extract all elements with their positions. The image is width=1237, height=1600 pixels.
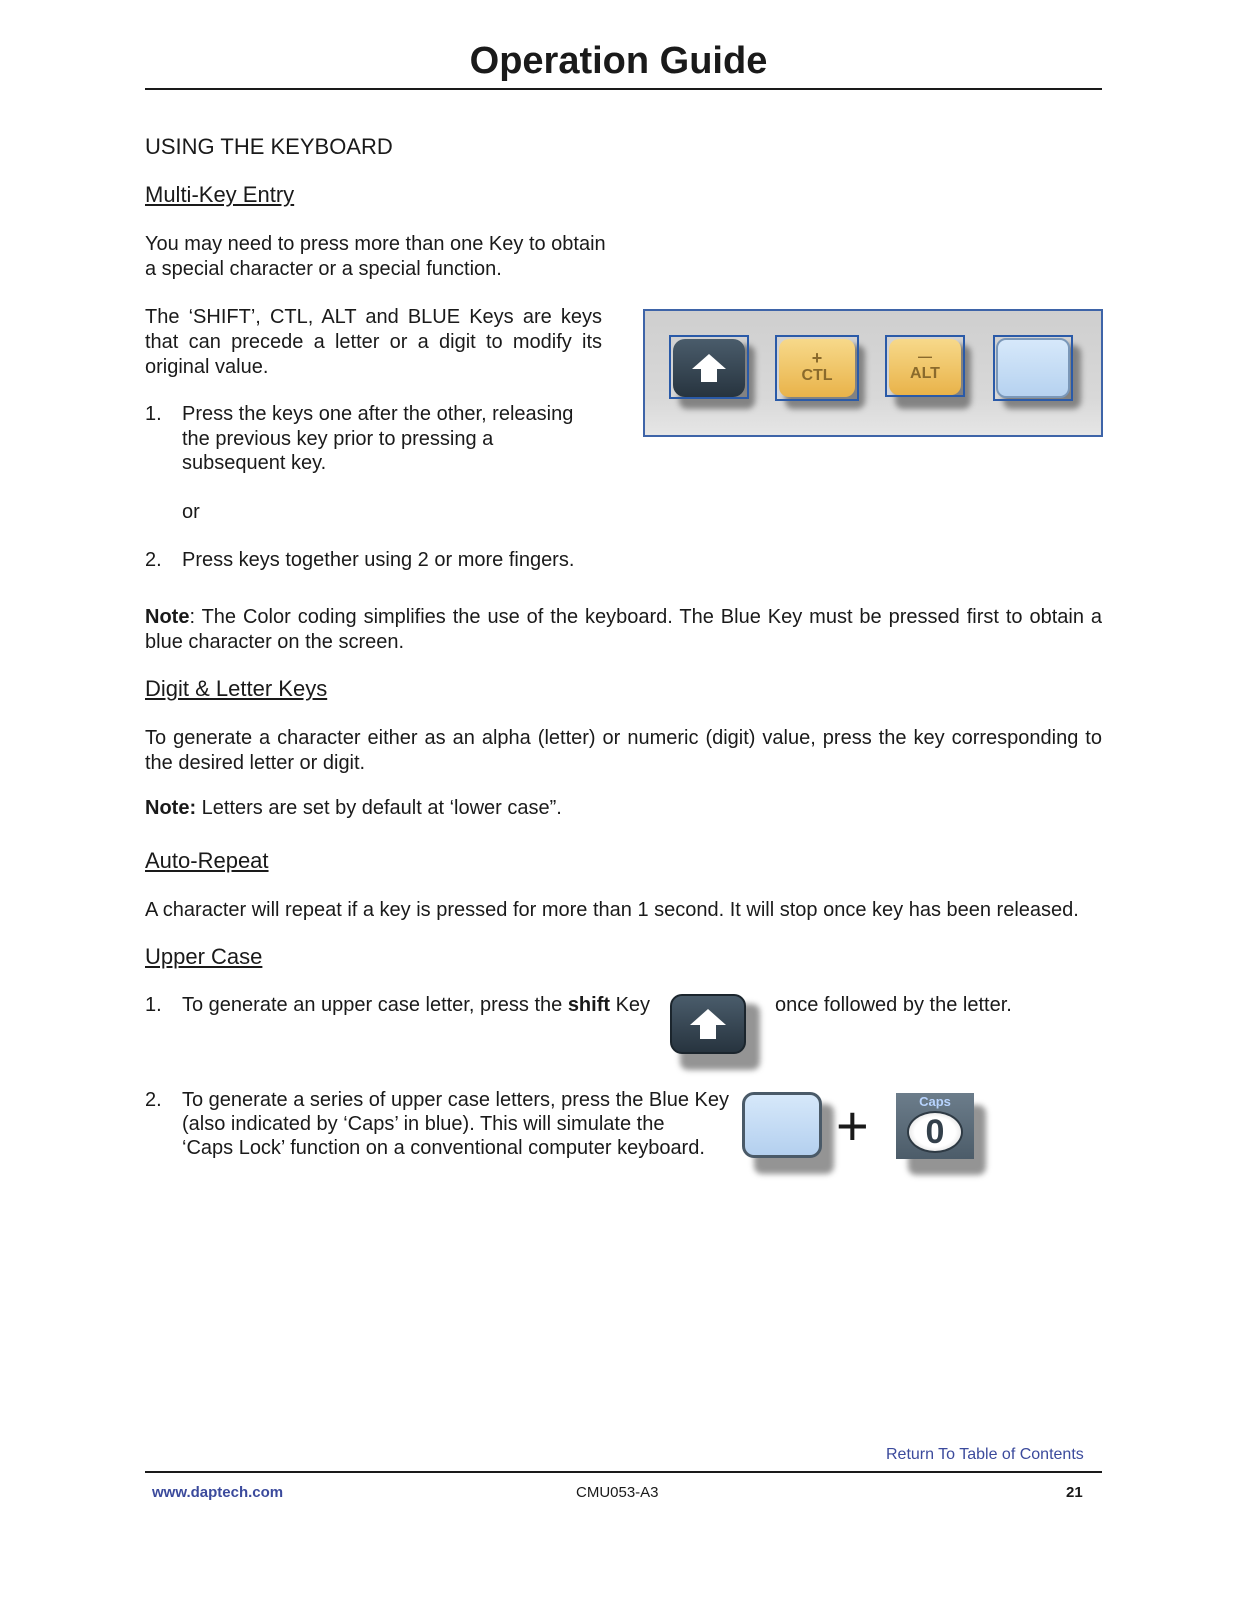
uppercase-item1-text [182, 993, 650, 1018]
uppercase-item1-post: Key [610, 994, 651, 1016]
inline-blue-key [742, 1092, 834, 1176]
digit-title: Digit & Letter Keys [145, 676, 328, 701]
caps-key-digit: 0 [925, 1113, 945, 1151]
uppercase-item2-line3: ‘Caps Lock’ function on a conventional computer keyboard. [182, 1137, 705, 1159]
uppercase-item2-number: 2. [145, 1089, 162, 1111]
uppercase-item1-number: 1. [145, 994, 162, 1016]
uppercase-item1-after: once followed by the letter. [775, 994, 1012, 1016]
multikey-item1-line2: the previous key prior to pressing a [182, 428, 494, 450]
up-arrow-icon [688, 1007, 728, 1041]
ctl-key-label: CTL [801, 367, 833, 384]
page-number: 21 [1066, 1484, 1083, 1501]
multikey-para1-line2: a special character or a special function. [145, 258, 502, 280]
multikey-para1-line1: You may need to press more than one Key to obtain [145, 233, 606, 255]
section-heading: USING THE KEYBOARD [145, 134, 393, 159]
multikey-item1-line3: subsequent key. [182, 452, 327, 474]
uppercase-item1-pre: To generate an upper case letter, press the [182, 994, 568, 1016]
multikey-note-label: Note [145, 606, 190, 628]
multikey-or: or [182, 501, 200, 523]
uppercase-item2-line2: (also indicated by ‘Caps’ in blue). This will simulate the [182, 1113, 665, 1135]
alt-key-label: ALT [910, 365, 940, 382]
alt-key-symbol: — [918, 348, 932, 364]
ctl-key [775, 335, 861, 405]
caps-key [896, 1093, 988, 1177]
multikey-item1-line1: Press the keys one after the other, releasing [182, 403, 574, 425]
page-title: Operation Guide [469, 40, 768, 82]
digit-note-label: Note: [145, 797, 197, 819]
digit-para: To generate a character either as an alpha (letter) or numeric (digit) value, press the key corresponding to the desired letter or digit. [145, 727, 1102, 774]
autorepeat-para: A character will repeat if a key is pressed for more than 1 second. It will stop once key has been released. [145, 899, 1079, 921]
plus-sign: + [836, 1094, 869, 1157]
digit-note-text: Letters are set by default at ‘lower case”. [196, 797, 562, 819]
multikey-note-text: : The Color coding simplifies the use of the keyboard. The Blue Key must be pressed first to obtain a blue character on the screen. [145, 606, 1102, 653]
website-link[interactable]: www.daptech.com [152, 1484, 284, 1501]
shift-key [669, 335, 751, 405]
footer-rule [145, 1471, 1102, 1473]
multikey-item2-text: Press keys together using 2 or more fingers. [182, 549, 575, 571]
document-code: CMU053-A3 [576, 1484, 659, 1501]
digit-note [145, 796, 562, 821]
ctl-key-symbol: + [811, 348, 823, 368]
multikey-item1-number: 1. [145, 403, 162, 425]
uppercase-item2-line1: To generate a series of upper case letters, press the Blue Key [182, 1089, 729, 1111]
multikey-note [145, 605, 1102, 655]
uppercase-item1-bold: shift [567, 994, 611, 1016]
return-to-toc-link[interactable]: Return To Table of Contents [886, 1446, 1084, 1463]
header-rule [145, 88, 1102, 90]
autorepeat-title: Auto-Repeat [145, 848, 269, 873]
caps-key-label: Caps [919, 1094, 951, 1109]
modifier-keys-illustration [643, 309, 1103, 437]
multikey-item2-number: 2. [145, 549, 162, 571]
multikey-para2: The ‘SHIFT’, CTL, ALT and BLUE Keys are keys that can precede a letter or a digit to modify its original value. [145, 306, 602, 378]
inline-shift-key [668, 992, 760, 1072]
uppercase-title: Upper Case [145, 944, 263, 969]
multikey-title: Multi-Key Entry [145, 182, 295, 207]
alt-key [885, 335, 967, 405]
blue-key [993, 335, 1077, 405]
